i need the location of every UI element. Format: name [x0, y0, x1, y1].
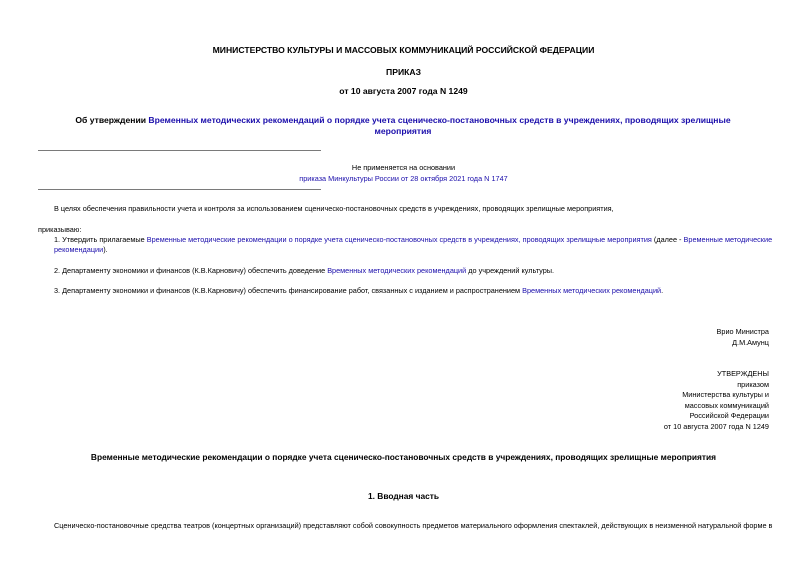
- item-3: [38, 286, 785, 296]
- signature-block: [717, 327, 769, 348]
- date-number: от 10 августа 2007 года N 1249: [339, 86, 468, 96]
- item-2-text-b: до учреждений культуры.: [466, 266, 555, 275]
- appendix-title: Временные методические рекомендации о порядке учета сценическо-постановочных средств в учреждениях, проводящих зрелищные мероприятия: [90, 452, 717, 462]
- signature-name: Д.М.Амунц: [732, 337, 769, 347]
- intro-paragraph: В целях обеспечения правильности учета и контроля за использованием сценическо-постановочных средств в учреждениях, проводящих зрелищные мероприятия,: [54, 204, 614, 213]
- title-prefix: Об утверждении: [75, 115, 149, 125]
- section-1-title: 1. Вводная часть: [367, 491, 440, 501]
- item-1-text-c: ).: [103, 245, 108, 254]
- approval-block: [664, 369, 769, 433]
- approval-line: приказом: [737, 379, 769, 389]
- ministry-heading: МИНИСТЕРСТВО КУЛЬТУРЫ И МАССОВЫХ КОММУНИКАЦИЙ РОССИЙСКОЙ ФЕДЕРАЦИИ: [212, 45, 595, 55]
- signature-position: Врио Министра: [716, 327, 769, 336]
- item-1: [38, 235, 785, 255]
- approval-line: Российской Федерации: [689, 411, 769, 421]
- item-2-link[interactable]: Временных методических рекомендаций: [327, 266, 467, 275]
- item-3-text-b: .: [661, 286, 664, 295]
- approval-line: Министерства культуры и: [682, 390, 769, 400]
- status-note-link-wrap: [0, 174, 807, 183]
- doc-type-heading: ПРИКАЗ: [386, 67, 421, 77]
- approval-line: УТВЕРЖДЕНЫ: [717, 369, 769, 378]
- repeal-order-link[interactable]: приказа Минкультуры России от 28 октября 2021 года N 1747: [299, 174, 508, 183]
- approval-line: массовых коммуникаций: [684, 400, 769, 410]
- bottom-rule: [38, 189, 321, 190]
- approval-line: от 10 августа 2007 года N 1249: [663, 421, 769, 431]
- item-1-text-b: (далее -: [651, 235, 684, 244]
- document-title: [58, 115, 748, 137]
- status-note-line: Не применяется на основании: [351, 163, 456, 172]
- order-word: приказываю:: [38, 225, 82, 234]
- item-1-text-a: 1. Утвердить прилагаемые: [54, 235, 147, 244]
- item-1-link-recommendations[interactable]: Временные методические рекомендации о порядке учета сценическо-постановочных средств в учреждениях, проводящих зрелищные мероприятия: [146, 235, 652, 244]
- item-2: [38, 266, 785, 276]
- item-3-link[interactable]: Временных методических рекомендаций: [522, 286, 662, 295]
- title-link[interactable]: Временных методических рекомендаций о порядке учета сценическо-постановочных средств в учреждениях, проводящих зрелищные мероприятия: [148, 115, 731, 136]
- item-1-link-short[interactable]: Временные методические рекомендации: [54, 235, 773, 254]
- item-2-text-a: 2. Департаменту экономики и финансов (К.В.Карновичу) обеспечить доведение: [54, 266, 328, 275]
- item-3-text-a: 3. Департаменту экономики и финансов (К.В.Карновичу) обеспечить финансирование работ, связанных с изданием и распространением: [54, 286, 523, 295]
- section-1-text: Сценическо-постановочные средства театров (концертных организаций) представляют собой совокупность предметов материального оформления спектаклей, действующих в неизменной натуральной форме в: [54, 521, 773, 530]
- top-rule: [38, 150, 321, 151]
